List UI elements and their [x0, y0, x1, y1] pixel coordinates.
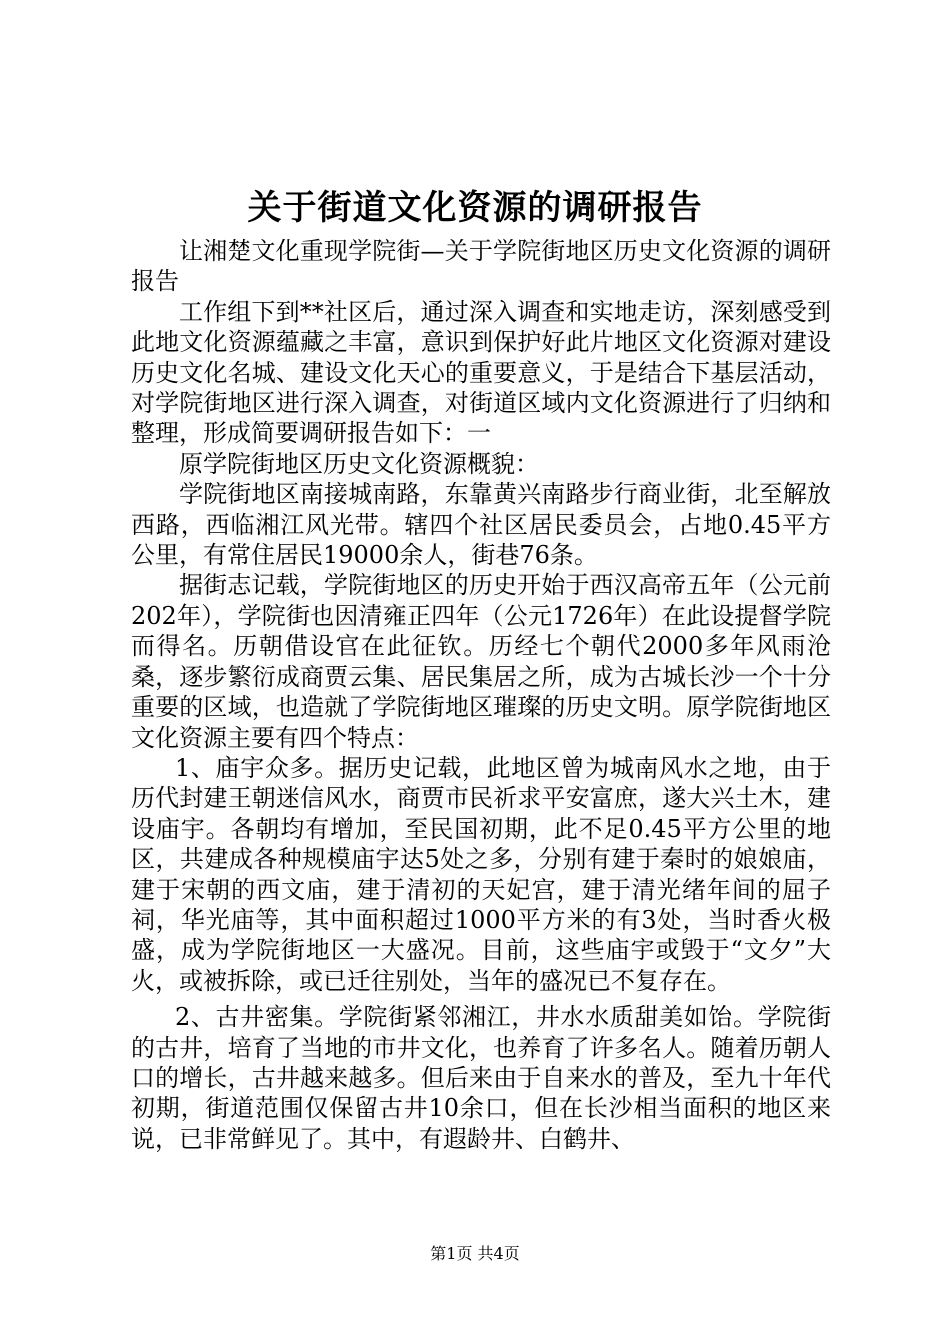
- wells-paragraph: 2、古井密集。学院街紧邻湘江，井水水质甜美如饴。学院街的古井，培育了当地的市井文化，也养育了许多名人。随着历朝人口的增长，古井越来越多。但后来由于自来水的普及，至九十年代初期，街道范围仅保留古井10余口，但在长沙相当面积的地区来说，已非常鲜见了。其中，有遐龄井、白鹤井、: [131, 1003, 831, 1153]
- section-heading-overview: 原学院街地区历史文化资源概貌：: [179, 449, 539, 478]
- page-number-footer: 第1页 共4页: [430, 1244, 520, 1263]
- intro-paragraph: 工作组下到**社区后，通过深入调查和实地走访，深刻感受到此地文化资源蕴藏之丰富，意识到保护好此片地区文化资源对建设历史文化名城、建设文化天心的重要意义，于是结合下基层活动，对学院街地区进行深入调查，对街道区域内文化资源进行了归纳和整理，形成简要调研报告如下：一: [131, 297, 831, 448]
- location-paragraph: 学院街地区南接城南路，东靠黄兴南路步行商业街，北至解放西路，西临湘江风光带。辖四个社区居民委员会，占地0.45平方公里，有常住居民19000余人，街巷76条。: [131, 480, 831, 570]
- temples-paragraph: 1、庙宇众多。据历史记载，此地区曾为城南风水之地，由于历代封建王朝迷信风水，商贾市民祈求平安富庶，遂大兴土木，建设庙宇。各朝均有增加，至民国初期，此不足0.45平方公里的地区，共建成各种规模庙宇达5处之多，分别有建于秦时的娘娘庙，建于宋朝的西文庙，建于清初的天妃宫，建于清光绪年间的屈子祠，华光庙等，其中面积超过1000平方米的有3处，当时香火极盛，成为学院街地区一大盛况。目前，这些庙宇或毁于“文夕”大火，或被拆除，或已迁往别处，当年的盛况已不复存在。: [131, 753, 831, 995]
- history-paragraph: 据街志记载，学院街地区的历史开始于西汉高帝五年（公元前202年），学院街也因清雍正四年（公元1726年）在此设提督学院而得名。历朝借设官在此征钦。历经七个朝代2000多年风雨沧桑，逐步繁衍成商贾云集、居民集居之所，成为古城长沙一个十分重要的区域，也造就了学院街地区璀璨的历史文明。原学院街地区文化资源主要有四个特点：: [131, 571, 831, 752]
- document-body: [131, 236, 831, 1154]
- subtitle-paragraph: 让湘楚文化重现学院街—关于学院街地区历史文化资源的调研报告: [131, 237, 831, 296]
- document-title: 关于街道文化资源的调研报告: [247, 188, 703, 228]
